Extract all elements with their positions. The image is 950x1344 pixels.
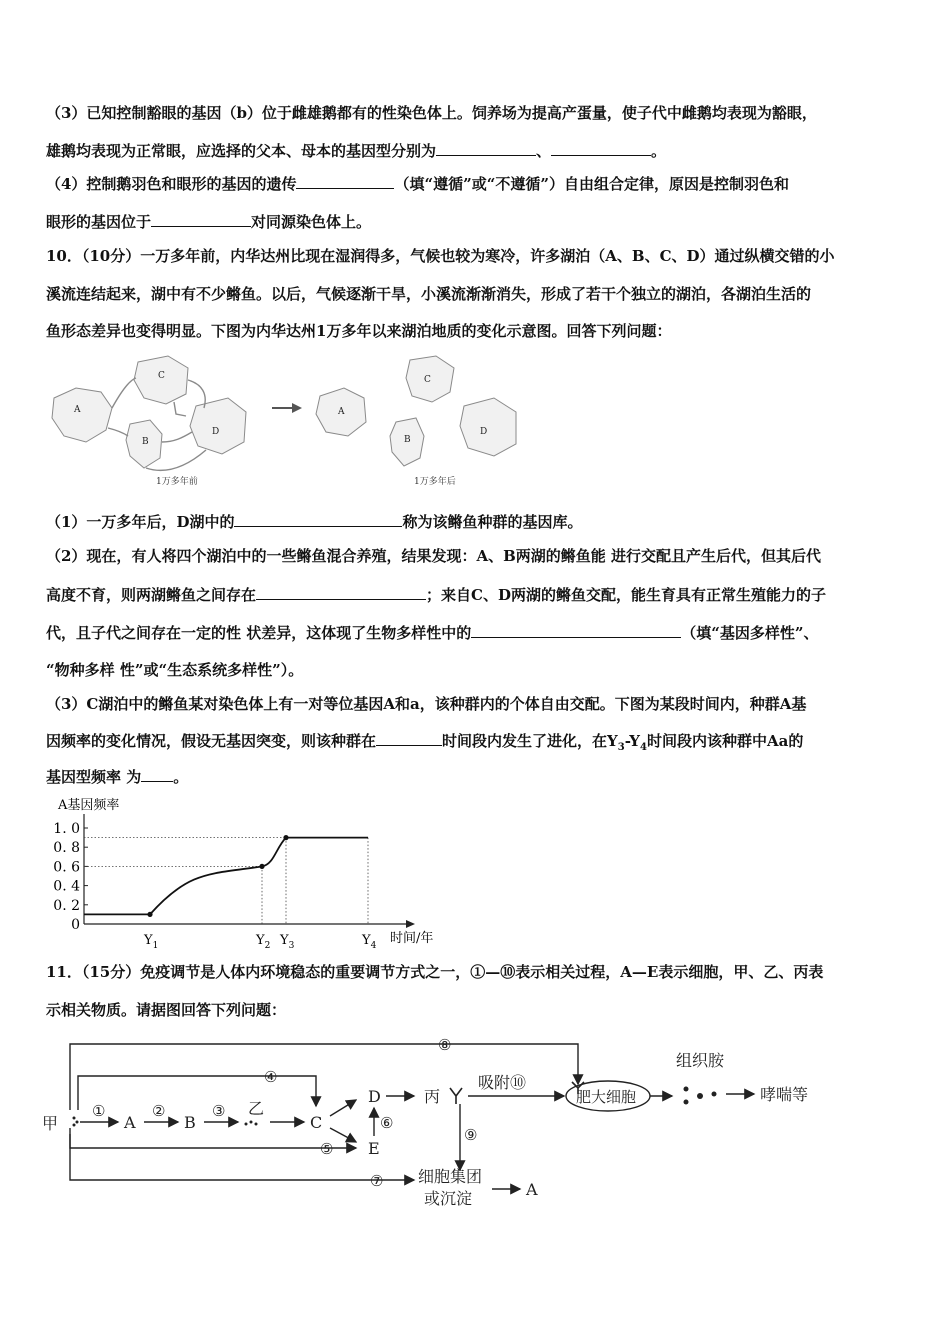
label-precipitate: 或沉淀: [424, 1189, 473, 1208]
y-tick-label: 0. 8: [53, 840, 80, 857]
step-7: ⑦: [370, 1172, 384, 1190]
label-symptom: 哮喘等: [760, 1085, 809, 1104]
x-tick-label: $Y_4$: [362, 933, 377, 948]
y-tick-label: 1. 0: [53, 821, 80, 837]
data-point: [259, 864, 264, 869]
q10-part3-text: 因频率的变化情况，假设无基因突变，则该种群在: [46, 732, 377, 750]
q9-part4-text: （填“遵循”或“不遵循”）自由组合定律，原因是控制羽色和: [394, 175, 789, 193]
q10-part3-line1: （3）C湖泊中的鳉鱼某对染色体上有一对等位基因A和a，该种群内的个体自由交配。下图为某段时间内，种群A基: [46, 695, 807, 713]
q10-part3-text: 时间段内该种群中Aa的: [646, 732, 804, 750]
lake-label-c: C: [424, 375, 431, 385]
label-cell-cluster: 细胞集团: [418, 1167, 483, 1186]
separator: 、: [536, 142, 552, 160]
step-4: ④: [264, 1068, 278, 1086]
x-axis-arrow: [406, 920, 415, 928]
q10-part2-text: （填“基因多样性”、: [681, 624, 819, 642]
lake-label-a: A: [338, 407, 345, 417]
lake-label-d: D: [212, 427, 220, 437]
step-6: ⑥: [380, 1114, 394, 1132]
arrow-c-e: [330, 1128, 356, 1142]
x-tick-label: $Y_3$: [280, 933, 295, 948]
caption-before: 1万多年前: [156, 477, 198, 487]
caption-after: 1万多年后: [414, 477, 456, 487]
q10-part2-line3: [46, 623, 906, 643]
x-tick-label: $Y_1$: [144, 933, 159, 948]
lake-label-a: A: [74, 405, 81, 415]
q11-intro-line2: 示相关物质。请据图回答下列问题：: [46, 1001, 287, 1019]
node-jia: 甲: [42, 1114, 59, 1133]
q10-part2-text: 代，且子代之间存在一定的性 状差异，这体现了生物多样性中的: [46, 624, 472, 642]
q10-part1-text: （1）一万多年后，D湖中的: [46, 513, 235, 531]
answer-blank[interactable]: [151, 212, 251, 227]
step-8: ⑧: [438, 1036, 452, 1054]
path-4: [78, 1076, 316, 1110]
node-b: B: [184, 1113, 196, 1132]
q9-part3-text: 雄鹅均表现为正常眼，应选择的父本、母本的基因型分别为: [46, 142, 437, 160]
chart-axes: [84, 814, 415, 928]
node-bing: 丙: [424, 1087, 441, 1106]
arrow-icon: [272, 403, 302, 413]
q10-part2-text: ；来自C、D两湖的鳉鱼交配，能生育具有正常生殖能力的子: [426, 586, 826, 604]
answer-blank[interactable]: [296, 174, 394, 189]
label-histamine: 组织胺: [676, 1051, 725, 1070]
label-adsorb-10: 吸附⑩: [478, 1073, 527, 1092]
step-5: ⑤: [320, 1140, 334, 1158]
node-d: D: [368, 1087, 381, 1106]
node-result-a: A: [526, 1180, 538, 1199]
q10-part3-text: 时间段内发生了进化，在Y: [442, 732, 618, 750]
q10-intro-line1: 10．（10分）一万多年前，内华达州比现在湿润得多，气候也较为寒冷，许多湖泊（A、B、C、D）通过纵横交错的小: [46, 247, 835, 265]
node-e: E: [368, 1139, 380, 1158]
lake-label-b: B: [404, 435, 411, 445]
q9-part3-line1: （3）已知控制豁眼的基因（b）位于雌雄鹅都有的性染色体上。饲养场为提高产蛋量，使子代中雌鹅均表现为豁眼，: [46, 104, 817, 122]
answer-blank[interactable]: [234, 512, 402, 527]
q10-intro-line2: 溪流连结起来，湖中有不少鳉鱼。以后，气候逐渐干旱，小溪流渐渐消失，形成了若干个独立的湖泊，各湖泊生活的: [46, 285, 812, 303]
answer-blank[interactable]: [471, 623, 681, 638]
q10-part3-line2: [46, 731, 906, 758]
q11-intro-line1: 11．（15分）免疫调节是人体内环境稳态的重要调节方式之一，①—⑩表示相关过程，A—E表示细胞，甲、乙、丙表: [46, 963, 824, 981]
immune-diagram: [40, 1032, 840, 1217]
q10-part3-text: 基因型频率 为: [46, 768, 142, 786]
data-point: [147, 912, 152, 917]
guide-lines: [84, 838, 368, 924]
a-frequency-line: [84, 838, 368, 915]
q10-part2-line4: “物种多样 性”或“生态系统多样性”）。: [46, 661, 304, 679]
step-3: ③: [212, 1102, 226, 1120]
y-tick-label: 0: [71, 917, 80, 933]
x-axis-label: 时间/年: [390, 931, 434, 946]
q10-intro-line3: 鱼形态差异也变得明显。下图为内华达州1万多年以来湖泊地质的变化示意图。回答下列问题：: [46, 322, 672, 340]
lake-figure: [46, 350, 546, 500]
series-line: [84, 835, 368, 917]
answer-blank[interactable]: [256, 585, 426, 600]
lake-label-d: D: [480, 427, 488, 437]
node-mast-cell: 肥大细胞: [576, 1088, 637, 1106]
q10-part2-line1: （2）现在，有人将四个湖泊中的一些鳉鱼混合养殖，结果发现：A、B两湖的鳉鱼能 进行交配且产生后代，但其后代: [46, 547, 821, 565]
x-tick-label: $Y_2$: [256, 933, 271, 948]
y-axis-label: A基因频率: [58, 798, 120, 813]
lake-a-before: [52, 388, 112, 442]
period: 。: [651, 142, 667, 160]
lake-label-b: B: [142, 437, 149, 447]
q9-part4-line2: [46, 212, 906, 232]
period: 。: [173, 768, 189, 786]
subscript: 3: [617, 742, 625, 753]
q9-part4-line1: [46, 174, 906, 194]
q9-part3-line2: [46, 141, 906, 161]
arrow-c-d: [330, 1100, 356, 1116]
step-2: ②: [152, 1102, 166, 1120]
node-a: A: [124, 1113, 136, 1132]
q9-part4-text: （4）控制鹅羽色和眼形的基因的遗传: [46, 175, 297, 193]
answer-blank[interactable]: [376, 731, 442, 746]
answer-blank[interactable]: [551, 141, 651, 156]
y-tick-label: 0. 4: [53, 878, 80, 895]
q10-part3-line3: [46, 767, 906, 787]
data-point: [283, 835, 288, 840]
q10-part3-text: -Y: [624, 732, 640, 750]
lake-d-after: [460, 398, 516, 456]
subscript: 4: [640, 742, 647, 753]
gene-frequency-chart: [46, 796, 466, 948]
lake-d-before: [190, 398, 246, 454]
y-tick-label: 0. 2: [53, 897, 80, 914]
y-ticks: [53, 821, 88, 933]
node-yi: 乙: [248, 1099, 265, 1118]
q10-part2-text: 高度不育，则两湖鳉鱼之间存在: [46, 586, 257, 604]
lake-label-c: C: [158, 371, 165, 381]
y-tick-label: 0. 6: [53, 859, 80, 876]
q10-part1-text: 称为该鳉鱼种群的基因库。: [402, 513, 583, 531]
q9-part4-text: 眼形的基因位于: [46, 213, 152, 231]
q10-part2-line2: [46, 585, 906, 605]
x-ticks: [143, 933, 377, 948]
q9-part4-text: 对同源染色体上。: [251, 213, 372, 231]
node-c: C: [310, 1113, 323, 1132]
answer-blank[interactable]: [141, 767, 173, 782]
answer-blank[interactable]: [436, 141, 536, 156]
path-7: [70, 1134, 414, 1180]
step-1: ①: [92, 1102, 106, 1120]
q10-part1: [46, 512, 906, 532]
step-9: ⑨: [464, 1126, 478, 1144]
